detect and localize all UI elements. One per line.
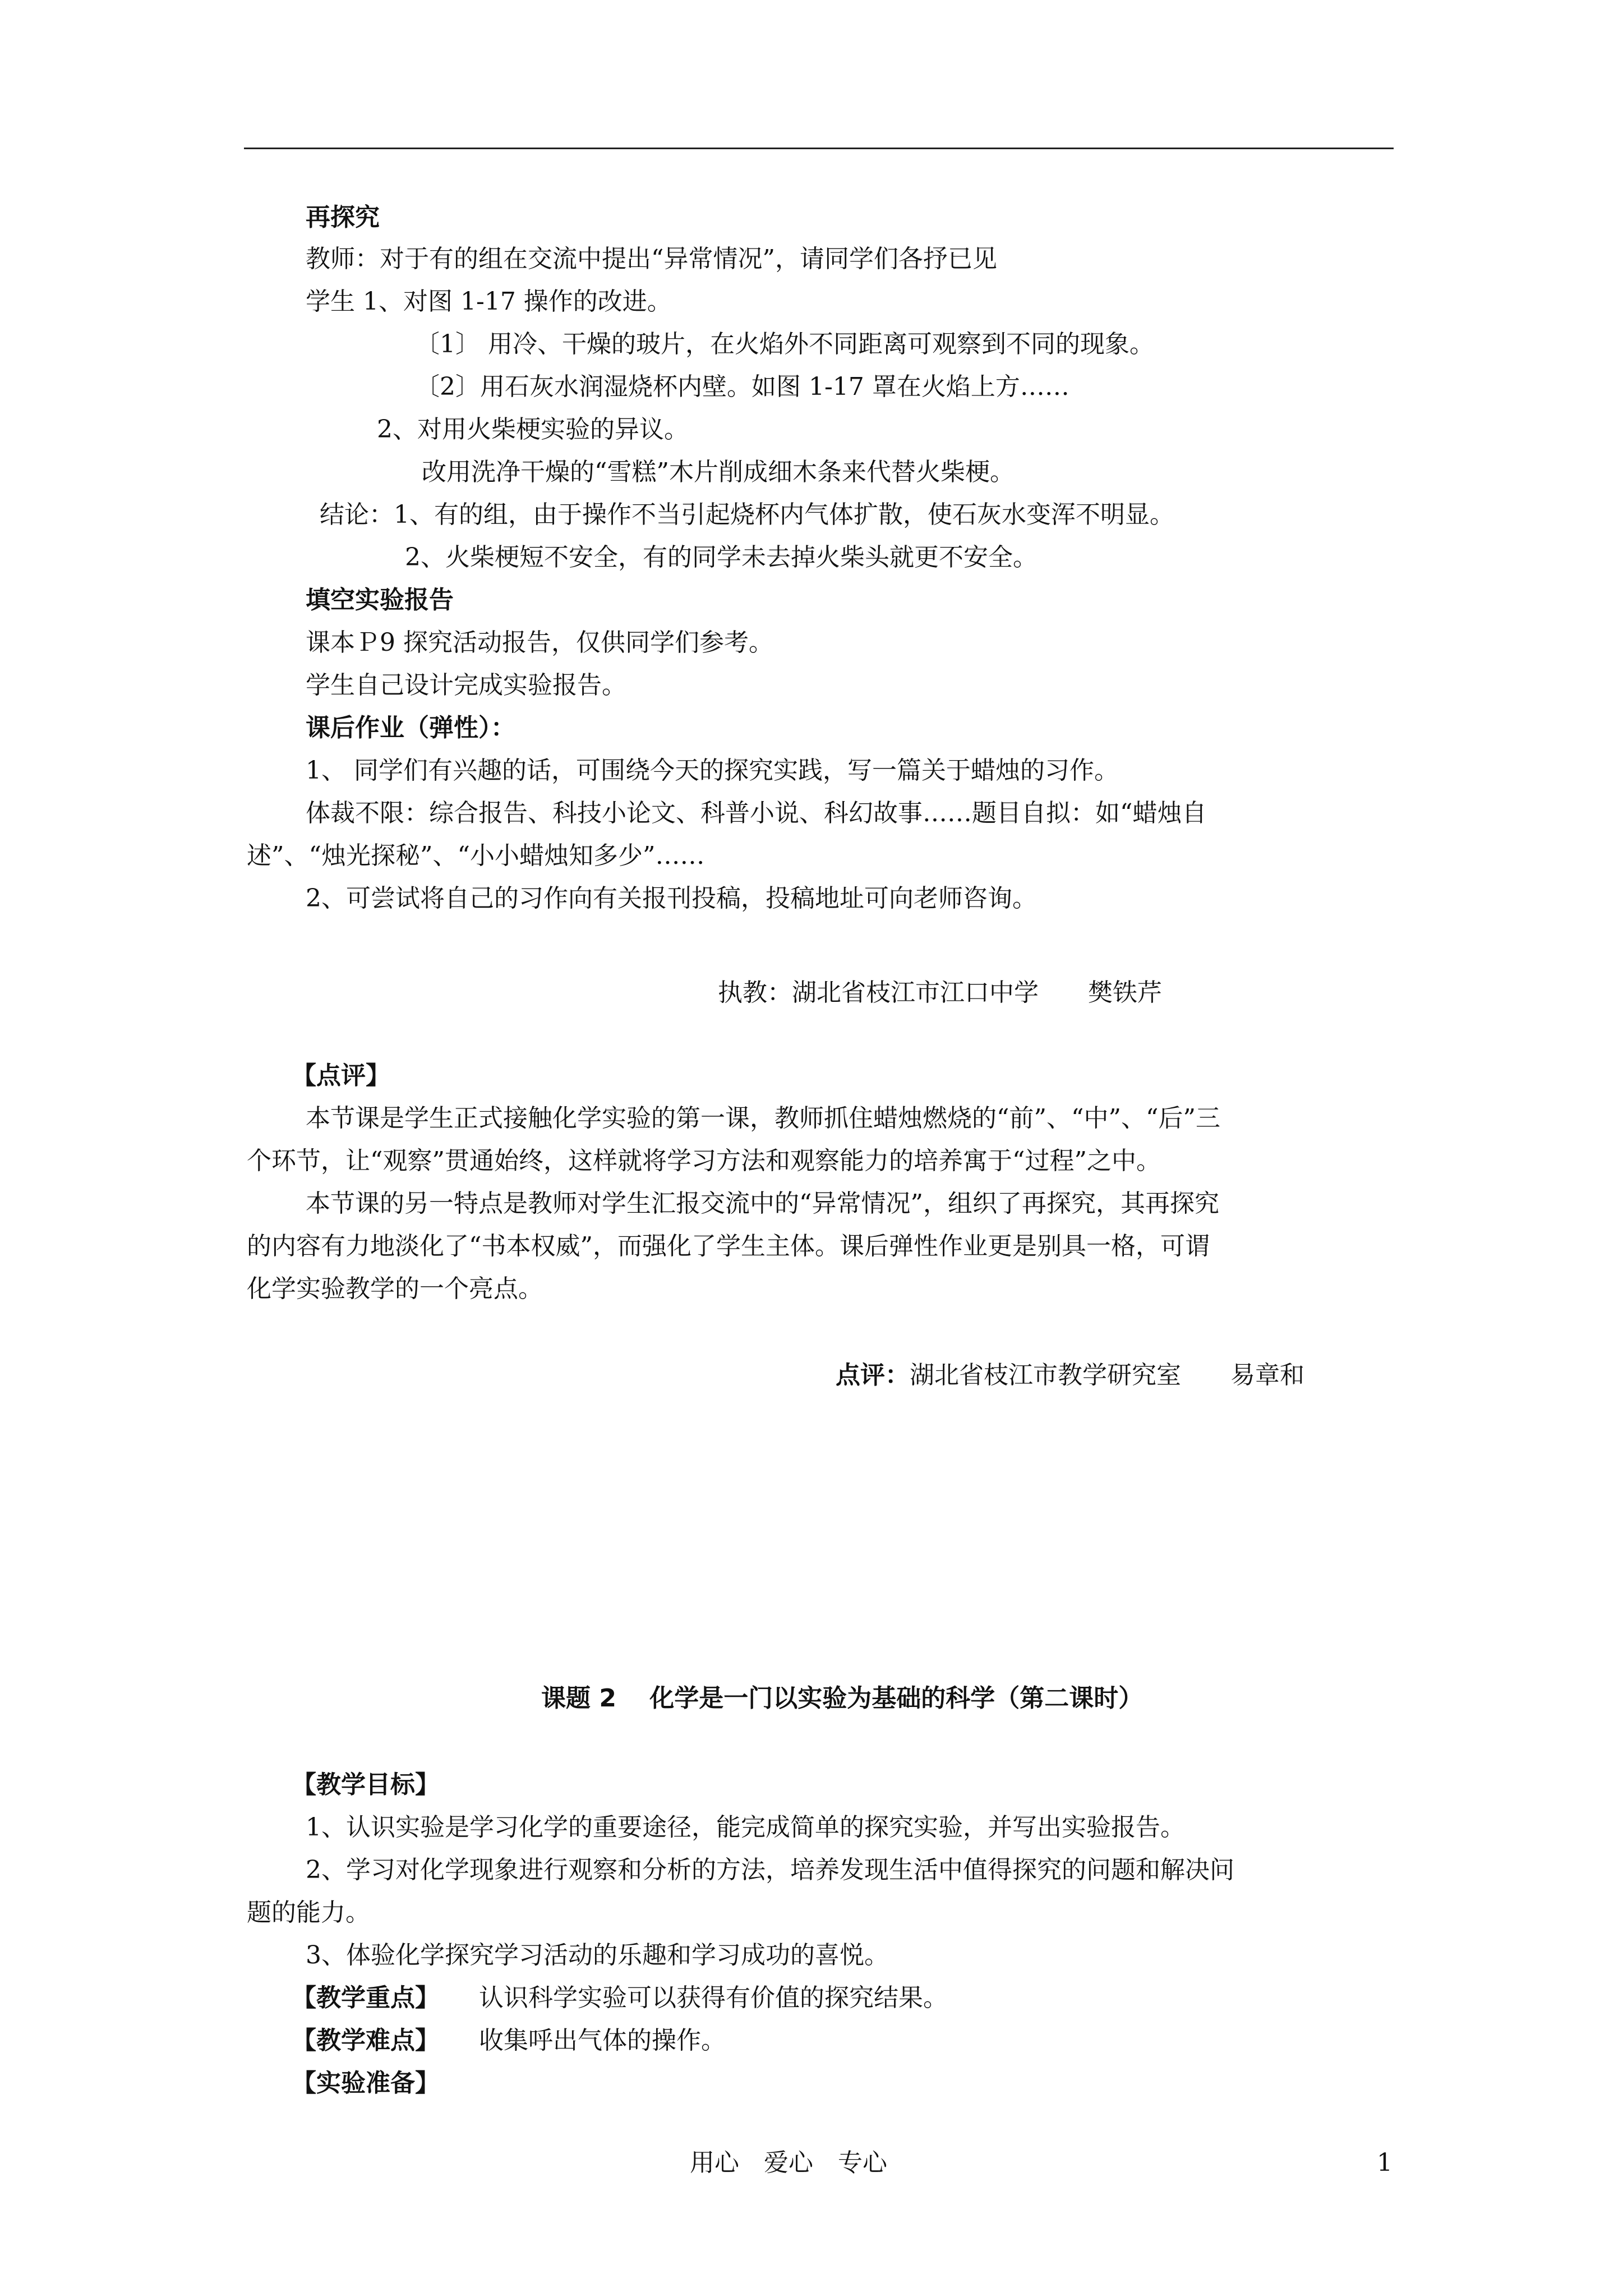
- review-para2-line3: 化学实验教学的一个亮点。: [247, 1274, 543, 1303]
- difficulty-text: 收集呼出气体的操作。: [479, 2026, 726, 2055]
- improvement-item-2: 〔2〕用石灰水润湿烧杯内壁。如图 1-17 罩在火焰上方……: [415, 372, 1069, 401]
- heading-report: 填空实验报告: [306, 586, 454, 614]
- teacher-credit: 执教：湖北省枝江市江口中学 樊铁芹: [718, 978, 1162, 1007]
- homework-item-1: 1、 同学们有兴趣的话，可围绕今天的探究实践，写一篇关于蜡烛的习作。: [306, 756, 1119, 785]
- homework-item-2: 2、可尝试将自己的习作向有关报刊投稿，投稿地址可向老师咨询。: [306, 884, 1037, 913]
- key-point: [292, 1981, 948, 2015]
- goals-heading: 【教学目标】: [292, 1770, 440, 1799]
- goal-item-1: 1、认识实验是学习化学的重要途径，能完成简单的探究实验，并写出实验报告。: [306, 1813, 1185, 1842]
- difficulty-point: [292, 2024, 726, 2058]
- key-point-text: 认识科学实验可以获得有价值的探究结果。: [479, 1984, 948, 2012]
- improvement-item-1: 〔1〕 用冷、干燥的玻片，在火焰外不同距离可观察到不同的现象。: [415, 330, 1154, 358]
- heading-homework: 课后作业（弹性）：: [306, 714, 515, 742]
- report-line-1: 课本Ｐ9 探究活动报告，仅供同学们参考。: [306, 628, 773, 657]
- heading-reinquiry: 再探究: [306, 203, 380, 232]
- header-rule: [244, 148, 1394, 149]
- goal-item-2-line1: 2、学习对化学现象进行观察和分析的方法，培养发现生活中值得探究的问题和解决问: [306, 1856, 1234, 1884]
- key-point-label: 【教学重点】: [292, 1984, 440, 2012]
- teacher-line: 教师：对于有的组在交流中提出“异常情况”，请同学们各抒已见: [306, 245, 997, 273]
- report-line-2: 学生自己设计完成实验报告。: [306, 671, 626, 700]
- student-line: 学生 1、对图 1-17 操作的改进。: [306, 287, 672, 316]
- lesson-title: 课题 2 化学是一门以实验为基础的科学（第二课时）: [541, 1684, 1144, 1713]
- review-credit-text: 湖北省枝江市教学研究室 易章和: [910, 1361, 1304, 1389]
- review-credit: [836, 1359, 1304, 1392]
- difficulty-label: 【教学难点】: [292, 2026, 440, 2055]
- review-para2-line2: 的内容有力地淡化了“书本权威”，而强化了学生主体。课后弹性作业更是别具一格，可谓: [247, 1232, 1210, 1260]
- review-para1-line2: 个环节，让“观察”贯通始终，这样就将学习方法和观察能力的培养寓于“过程”之中。: [247, 1147, 1161, 1175]
- conclusion-2: 2、火柴梗短不安全，有的同学未去掉火柴头就更不安全。: [405, 543, 1038, 572]
- page-number: 1: [1377, 2148, 1393, 2177]
- objection-detail: 改用洗净干燥的“雪糕”木片削成细木条来代替火柴梗。: [422, 458, 1015, 486]
- homework-genre-line-1: 体裁不限：综合报告、科技小论文、科普小说、科幻故事……题目自拟：如“蜡烛自: [306, 799, 1207, 827]
- review-para2-line1: 本节课的另一特点是教师对学生汇报交流中的“异常情况”，组织了再探究，其再探究: [306, 1189, 1219, 1218]
- prep-heading: 【实验准备】: [292, 2069, 440, 2097]
- objection-item: 2、对用火柴梗实验的异议。: [377, 415, 689, 444]
- review-credit-label: 点评：: [836, 1361, 910, 1389]
- homework-genre-line-2: 述”、“烛光探秘”、“小小蜡烛知多少”……: [247, 841, 705, 870]
- footer-motto: 用心 爱心 专心: [690, 2148, 887, 2177]
- goal-item-3: 3、体验化学探究学习活动的乐趣和学习成功的喜悦。: [306, 1941, 889, 1970]
- goal-item-2-line2: 题的能力。: [247, 1898, 370, 1927]
- review-heading: 【点评】: [292, 1061, 390, 1090]
- conclusion-1: 结论：1、有的组，由于操作不当引起烧杯内气体扩散，使石灰水变浑不明显。: [320, 500, 1174, 529]
- review-para1-line1: 本节课是学生正式接触化学实验的第一课，教师抓住蜡烛燃烧的“前”、“中”、“后”三: [306, 1104, 1220, 1133]
